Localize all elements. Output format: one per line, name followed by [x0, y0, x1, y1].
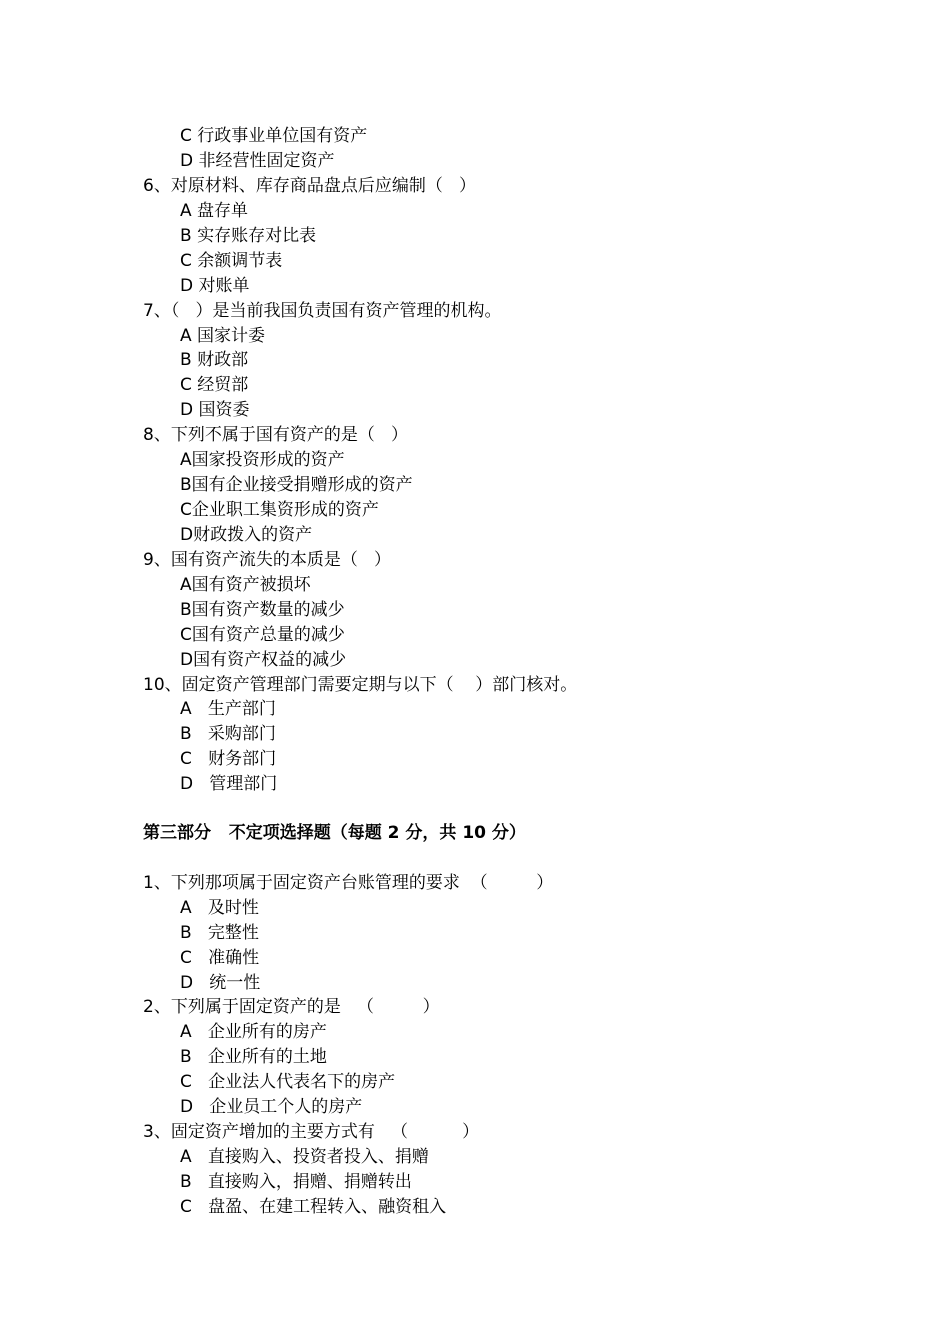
q5-option-d: D 非经营性固定资产: [180, 151, 335, 171]
q6-stem: 6、对原材料、库存商品盘点后应编制（ ）: [143, 176, 477, 196]
q7-option-d: D 国资委: [180, 400, 250, 420]
p3-q1-option-c: C 准确性: [180, 948, 260, 968]
q9-option-d: D国有资产权益的减少: [180, 650, 347, 670]
q9-option-b: B国有资产数量的减少: [180, 600, 345, 620]
q5-option-c: C 行政事业单位国有资产: [180, 126, 368, 146]
q6-option-b: B 实存账存对比表: [180, 226, 317, 246]
q9-option-a: A国有资产被损坏: [180, 575, 311, 595]
section-heading-part3: 第三部分 不定项选择题（每题 2 分，共 10 分）: [143, 823, 526, 843]
q10-option-c: C 财务部门: [180, 749, 277, 769]
q7-option-b: B 财政部: [180, 350, 249, 370]
p3-q3-option-a: A 直接购入、投资者投入、捐赠: [180, 1147, 429, 1167]
q10-stem: 10、固定资产管理部门需要定期与以下（ ）部门核对。: [143, 675, 578, 695]
q8-option-b: B国有企业接受捐赠形成的资产: [180, 475, 413, 495]
p3-q3-option-c: C 盘盈、在建工程转入、融资租入: [180, 1197, 447, 1217]
q7-option-c: C 经贸部: [180, 375, 249, 395]
q7-option-a: A 国家计委: [180, 326, 266, 346]
q6-option-c: C 余额调节表: [180, 251, 283, 271]
q9-option-c: C国有资产总量的减少: [180, 625, 345, 645]
p3-q1-option-b: B 完整性: [180, 923, 259, 943]
p3-q2-option-c: C 企业法人代表名下的房产: [180, 1072, 396, 1092]
p3-q1-option-a: A 及时性: [180, 898, 259, 918]
p3-q2-option-a: A 企业所有的房产: [180, 1022, 327, 1042]
p3-q3-option-b: B 直接购入，捐赠、捐赠转出: [180, 1172, 412, 1192]
q10-option-a: A 生产部门: [180, 699, 276, 719]
q10-option-d: D 管理部门: [180, 774, 278, 794]
p3-q1-option-d: D 统一性: [180, 973, 261, 993]
q6-option-d: D 对账单: [180, 276, 250, 296]
q6-option-a: A 盘存单: [180, 201, 249, 221]
q8-option-c: C企业职工集资形成的资产: [180, 500, 379, 520]
p3-q3-stem: 3、固定资产增加的主要方式有 （ ）: [143, 1122, 480, 1142]
q8-stem: 8、下列不属于国有资产的是（ ）: [143, 425, 409, 445]
q10-option-b: B 采购部门: [180, 724, 276, 744]
p3-q2-option-b: B 企业所有的土地: [180, 1047, 327, 1067]
p3-q2-stem: 2、下列属于固定资产的是 （ ）: [143, 997, 440, 1017]
p3-q2-option-d: D 企业员工个人的房产: [180, 1097, 363, 1117]
q9-stem: 9、国有资产流失的本质是（ ）: [143, 550, 392, 570]
p3-q1-stem: 1、下列那项属于固定资产台账管理的要求 （ ）: [143, 873, 554, 893]
q7-stem: 7、（ ）是当前我国负责国有资产管理的机构。: [143, 301, 502, 321]
q8-option-d: D财政拨入的资产: [180, 525, 313, 545]
q8-option-a: A国家投资形成的资产: [180, 450, 345, 470]
